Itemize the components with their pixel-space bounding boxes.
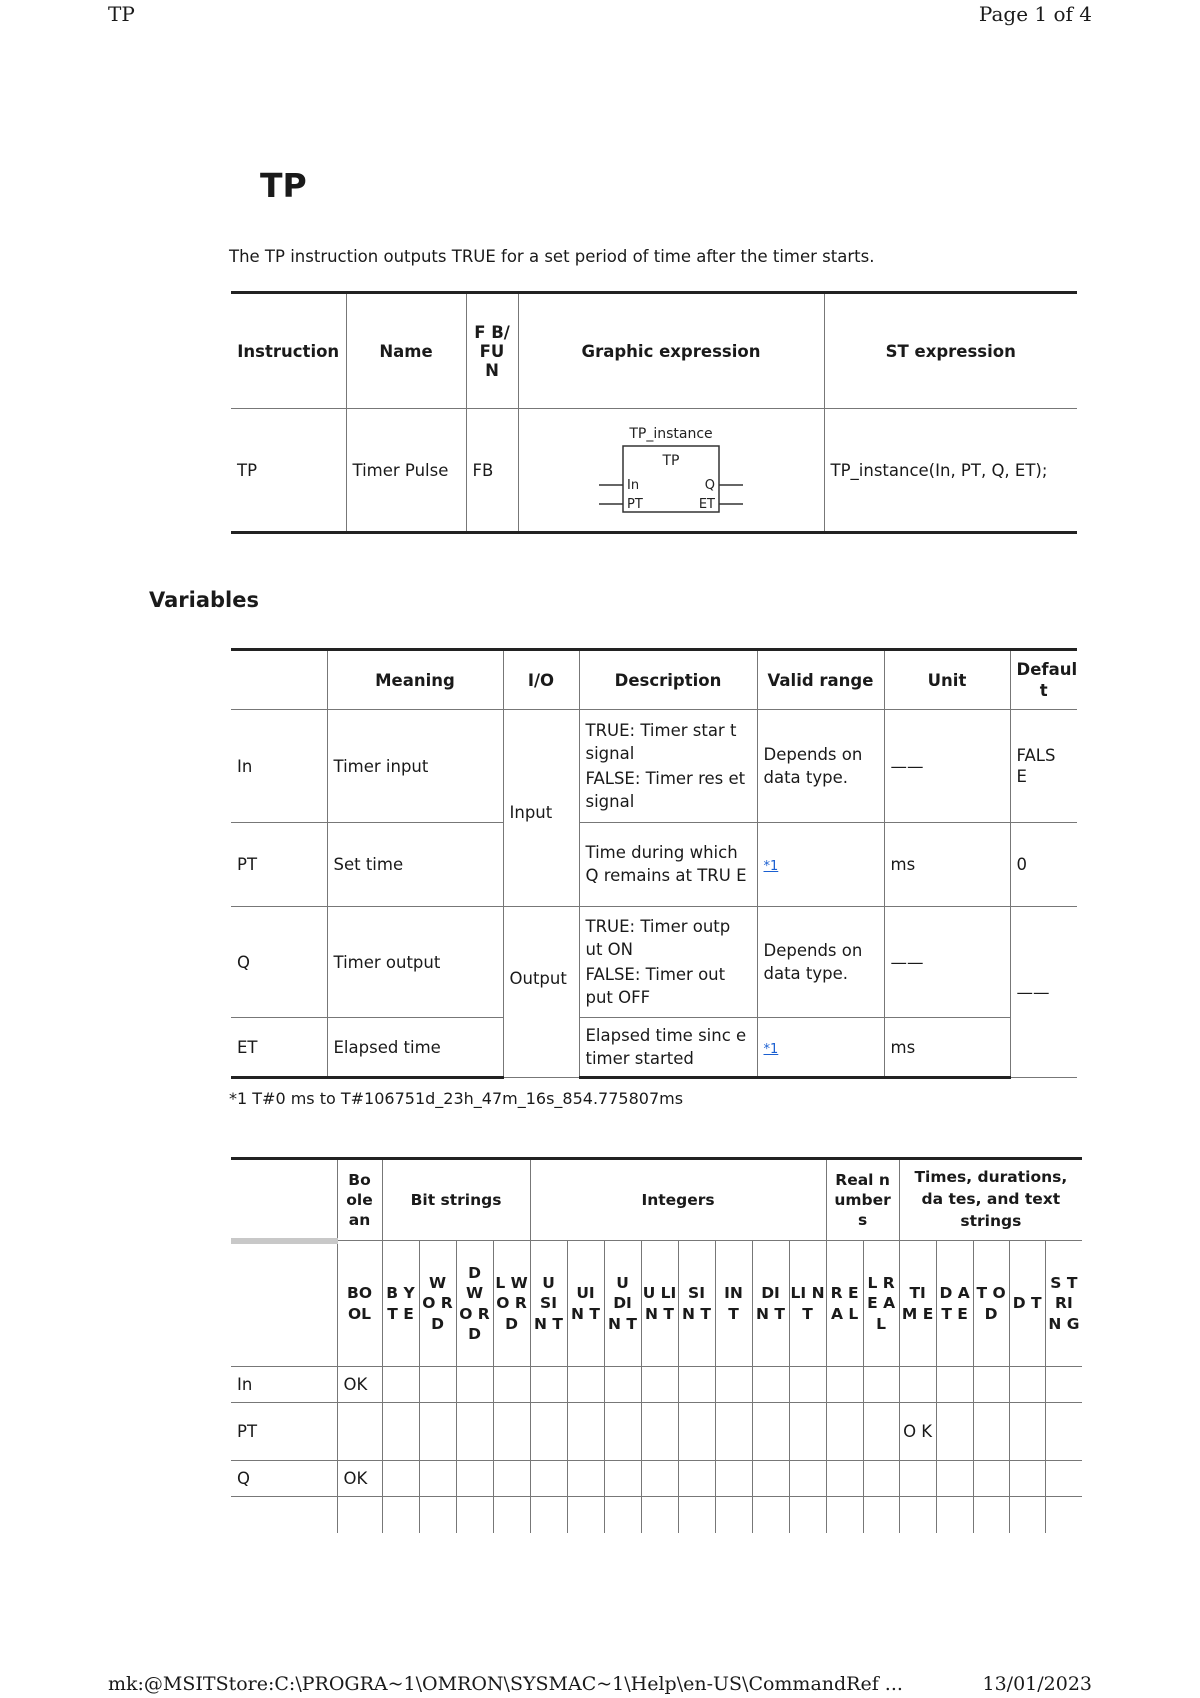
var-unit: ms bbox=[884, 823, 1010, 907]
vheader-blank bbox=[231, 650, 327, 710]
group-bit-strings: Bit strings bbox=[382, 1159, 530, 1241]
type-lreal: L R E A L bbox=[863, 1241, 899, 1367]
vheader-range: Valid range bbox=[757, 650, 884, 710]
instruction-table bbox=[231, 291, 1077, 534]
group-real-numbers: Real n umber s bbox=[826, 1159, 899, 1241]
type-uint: UI N T bbox=[567, 1241, 604, 1367]
type-usint: U SI N T bbox=[530, 1241, 567, 1367]
type-cell-int bbox=[715, 1497, 752, 1533]
header-st: ST expression bbox=[824, 293, 1077, 409]
type-cell-time bbox=[899, 1497, 936, 1533]
header-fbfun: F B/ FU N bbox=[466, 293, 518, 409]
type-cell-lword bbox=[493, 1461, 530, 1497]
type-cell-usint bbox=[530, 1403, 567, 1461]
type-lint: LI N T bbox=[789, 1241, 826, 1367]
type-dword: D W O R D bbox=[456, 1241, 493, 1367]
type-cell-lword bbox=[493, 1497, 530, 1533]
type-cell-dword bbox=[456, 1497, 493, 1533]
cell-name: Timer Pulse bbox=[346, 409, 466, 533]
type-cell-ulint bbox=[641, 1403, 678, 1461]
type-tod: T O D bbox=[973, 1241, 1009, 1367]
var-meaning: Timer input bbox=[327, 710, 503, 823]
type-cell-lword bbox=[493, 1367, 530, 1403]
type-cell-real bbox=[826, 1461, 863, 1497]
vheader-meaning: Meaning bbox=[327, 650, 503, 710]
type-sint: SI N T bbox=[678, 1241, 715, 1367]
type-udint: U DI N T bbox=[604, 1241, 641, 1367]
type-cell-uint bbox=[567, 1403, 604, 1461]
type-cell-real bbox=[826, 1497, 863, 1533]
type-cell-word bbox=[419, 1403, 456, 1461]
page-footer bbox=[108, 1673, 1092, 1695]
header-graphic: Graphic expression bbox=[518, 293, 824, 409]
type-cell-word bbox=[419, 1461, 456, 1497]
cell-graphic bbox=[518, 409, 824, 533]
footnote-link[interactable]: *1 bbox=[763, 859, 779, 874]
type-cell-word bbox=[419, 1497, 456, 1533]
type-cell-date bbox=[936, 1497, 973, 1533]
type-dt: D T bbox=[1009, 1241, 1045, 1367]
type-cell-dint bbox=[752, 1367, 789, 1403]
type-cell-udint bbox=[604, 1403, 641, 1461]
type-cell-time: O K bbox=[899, 1403, 936, 1461]
type-cell-lreal bbox=[863, 1367, 899, 1403]
type-cell-tod bbox=[973, 1403, 1009, 1461]
type-cell-date bbox=[936, 1461, 973, 1497]
page-header-left: TP bbox=[108, 2, 135, 26]
fb-pin-pt: PT bbox=[627, 497, 643, 512]
variables-table bbox=[231, 648, 1077, 1079]
var-description bbox=[579, 710, 757, 823]
type-cell-sint bbox=[678, 1403, 715, 1461]
footnote: *1 T#0 ms to T#106751d_23h_47m_16s_854.775807ms bbox=[229, 1089, 684, 1108]
type-cell-dint bbox=[752, 1403, 789, 1461]
type-cell-ulint bbox=[641, 1497, 678, 1533]
group-times: Times, durations, da tes, and text strings bbox=[899, 1159, 1082, 1241]
type-lword: L W O R D bbox=[493, 1241, 530, 1367]
group-boolean: Bo ole an bbox=[337, 1159, 382, 1241]
type-cell-udint bbox=[604, 1461, 641, 1497]
type-cell-string bbox=[1045, 1403, 1082, 1461]
var-io-output: Output bbox=[503, 907, 579, 1078]
type-cell-tod bbox=[973, 1461, 1009, 1497]
type-cell-ulint bbox=[641, 1367, 678, 1403]
page-title: TP bbox=[260, 166, 307, 205]
var-name: ET bbox=[231, 1018, 327, 1078]
type-cell-bool: OK bbox=[337, 1367, 382, 1403]
vheader-unit: Unit bbox=[884, 650, 1010, 710]
intro-text: The TP instruction outputs TRUE for a set period of time after the timer starts. bbox=[229, 247, 875, 266]
type-cell-usint bbox=[530, 1461, 567, 1497]
type-bool: BO OL bbox=[337, 1241, 382, 1367]
type-ulint: U LI N T bbox=[641, 1241, 678, 1367]
type-cell-byte bbox=[382, 1461, 419, 1497]
type-row-label: Q bbox=[231, 1461, 337, 1497]
type-real: R E A L bbox=[826, 1241, 863, 1367]
fb-pin-in: In bbox=[627, 478, 640, 493]
type-cell-lint bbox=[789, 1403, 826, 1461]
type-cell-time bbox=[899, 1461, 936, 1497]
type-word: W O R D bbox=[419, 1241, 456, 1367]
type-cell-byte bbox=[382, 1497, 419, 1533]
var-default: —— bbox=[1010, 907, 1077, 1078]
desc-line-2: FALSE: Timer res et signal bbox=[585, 769, 746, 812]
type-cell-string bbox=[1045, 1461, 1082, 1497]
type-int: IN T bbox=[715, 1241, 752, 1367]
type-row-label bbox=[231, 1497, 337, 1533]
type-date: D A T E bbox=[936, 1241, 973, 1367]
header-instruction: Instruction bbox=[231, 293, 346, 409]
type-cell-string bbox=[1045, 1497, 1082, 1533]
group-integers: Integers bbox=[530, 1159, 826, 1241]
fb-pin-et: ET bbox=[698, 497, 715, 512]
type-cell-word bbox=[419, 1367, 456, 1403]
var-io-input: Input bbox=[503, 710, 579, 907]
data-types-table bbox=[231, 1157, 1082, 1533]
type-cell-bool bbox=[337, 1403, 382, 1461]
type-cell-udint bbox=[604, 1497, 641, 1533]
type-time: TI M E bbox=[899, 1241, 936, 1367]
variables-heading: Variables bbox=[149, 588, 259, 612]
type-cell-time bbox=[899, 1367, 936, 1403]
header-name: Name bbox=[346, 293, 466, 409]
var-name: PT bbox=[231, 823, 327, 907]
desc-line-1: TRUE: Timer outp ut ON bbox=[585, 916, 731, 959]
var-meaning: Elapsed time bbox=[327, 1018, 503, 1078]
var-meaning: Set time bbox=[327, 823, 503, 907]
type-cell-sint bbox=[678, 1461, 715, 1497]
fb-pin-q: Q bbox=[704, 478, 715, 493]
type-cell-byte bbox=[382, 1403, 419, 1461]
vheader-io: I/O bbox=[503, 650, 579, 710]
vheader-default: Defaul t bbox=[1010, 650, 1077, 710]
footnote-link[interactable]: *1 bbox=[763, 1041, 779, 1057]
type-cell-int bbox=[715, 1403, 752, 1461]
type-byte: B Y T E bbox=[382, 1241, 419, 1367]
type-cell-lint bbox=[789, 1367, 826, 1403]
type-cell-ulint bbox=[641, 1461, 678, 1497]
fb-type-label: TP bbox=[662, 453, 680, 469]
type-cell-dt bbox=[1009, 1497, 1045, 1533]
type-cell-sint bbox=[678, 1367, 715, 1403]
type-cell-uint bbox=[567, 1367, 604, 1403]
cell-instruction: TP bbox=[231, 409, 346, 533]
var-name: In bbox=[231, 710, 327, 823]
type-cell-bool bbox=[337, 1497, 382, 1533]
var-name: Q bbox=[231, 907, 327, 1018]
type-string: S T RI N G bbox=[1045, 1241, 1082, 1367]
type-cell-uint bbox=[567, 1461, 604, 1497]
type-cell-dt bbox=[1009, 1461, 1045, 1497]
type-cell-real bbox=[826, 1403, 863, 1461]
type-row-label: PT bbox=[231, 1403, 337, 1461]
type-cell-bool: OK bbox=[337, 1461, 382, 1497]
cell-fbfun: FB bbox=[466, 409, 518, 533]
type-cell-sint bbox=[678, 1497, 715, 1533]
type-cell-usint bbox=[530, 1367, 567, 1403]
footer-date: 13/01/2023 bbox=[982, 1673, 1092, 1695]
type-cell-dt bbox=[1009, 1367, 1045, 1403]
type-cell-int bbox=[715, 1367, 752, 1403]
var-range bbox=[757, 823, 884, 907]
cell-st: TP_instance(In, PT, Q, ET); bbox=[824, 409, 1077, 533]
var-unit: —— bbox=[884, 710, 1010, 823]
type-cell-dword bbox=[456, 1461, 493, 1497]
type-cell-lreal bbox=[863, 1497, 899, 1533]
type-cell-tod bbox=[973, 1497, 1009, 1533]
var-default: FALS E bbox=[1010, 710, 1077, 823]
var-meaning: Timer output bbox=[327, 907, 503, 1018]
type-cell-byte bbox=[382, 1367, 419, 1403]
type-cell-string bbox=[1045, 1367, 1082, 1403]
type-cell-dword bbox=[456, 1403, 493, 1461]
fb-instance-label: TP_instance bbox=[629, 426, 713, 442]
type-cell-int bbox=[715, 1461, 752, 1497]
type-cell-lword bbox=[493, 1403, 530, 1461]
type-cell-udint bbox=[604, 1367, 641, 1403]
desc-line-1: TRUE: Timer star t signal bbox=[585, 720, 737, 763]
type-cell-real bbox=[826, 1367, 863, 1403]
var-description: Time during which Q remains at TRU E bbox=[579, 823, 757, 907]
var-range bbox=[757, 1018, 884, 1078]
type-cell-lreal bbox=[863, 1403, 899, 1461]
var-unit: ms bbox=[884, 1018, 1010, 1078]
var-default: 0 bbox=[1010, 823, 1077, 907]
vheader-description: Description bbox=[579, 650, 757, 710]
types-corner bbox=[231, 1159, 337, 1241]
type-cell-dint bbox=[752, 1461, 789, 1497]
type-cell-dword bbox=[456, 1367, 493, 1403]
type-cell-lint bbox=[789, 1461, 826, 1497]
type-cell-tod bbox=[973, 1367, 1009, 1403]
function-block-diagram bbox=[596, 422, 746, 518]
type-cell-date bbox=[936, 1367, 973, 1403]
type-cell-uint bbox=[567, 1497, 604, 1533]
page-header-right: Page 1 of 4 bbox=[978, 2, 1092, 26]
footer-path: mk:@MSITStore:C:\PROGRA~1\OMRON\SYSMAC~1\Help\en-US\CommandRef ... bbox=[108, 1673, 903, 1695]
var-description: Elapsed time sinc e timer started bbox=[579, 1018, 757, 1078]
desc-line-2: FALSE: Timer out put OFF bbox=[585, 965, 726, 1008]
type-cell-date bbox=[936, 1403, 973, 1461]
type-cell-dint bbox=[752, 1497, 789, 1533]
var-unit: —— bbox=[884, 907, 1010, 1018]
var-range: Depends on data type. bbox=[757, 907, 884, 1018]
types-row-label bbox=[231, 1241, 337, 1367]
type-cell-lint bbox=[789, 1497, 826, 1533]
type-cell-dt bbox=[1009, 1403, 1045, 1461]
type-row-label: In bbox=[231, 1367, 337, 1403]
type-dint: DI N T bbox=[752, 1241, 789, 1367]
type-cell-usint bbox=[530, 1497, 567, 1533]
type-cell-lreal bbox=[863, 1461, 899, 1497]
var-description bbox=[579, 907, 757, 1018]
var-range: Depends on data type. bbox=[757, 710, 884, 823]
